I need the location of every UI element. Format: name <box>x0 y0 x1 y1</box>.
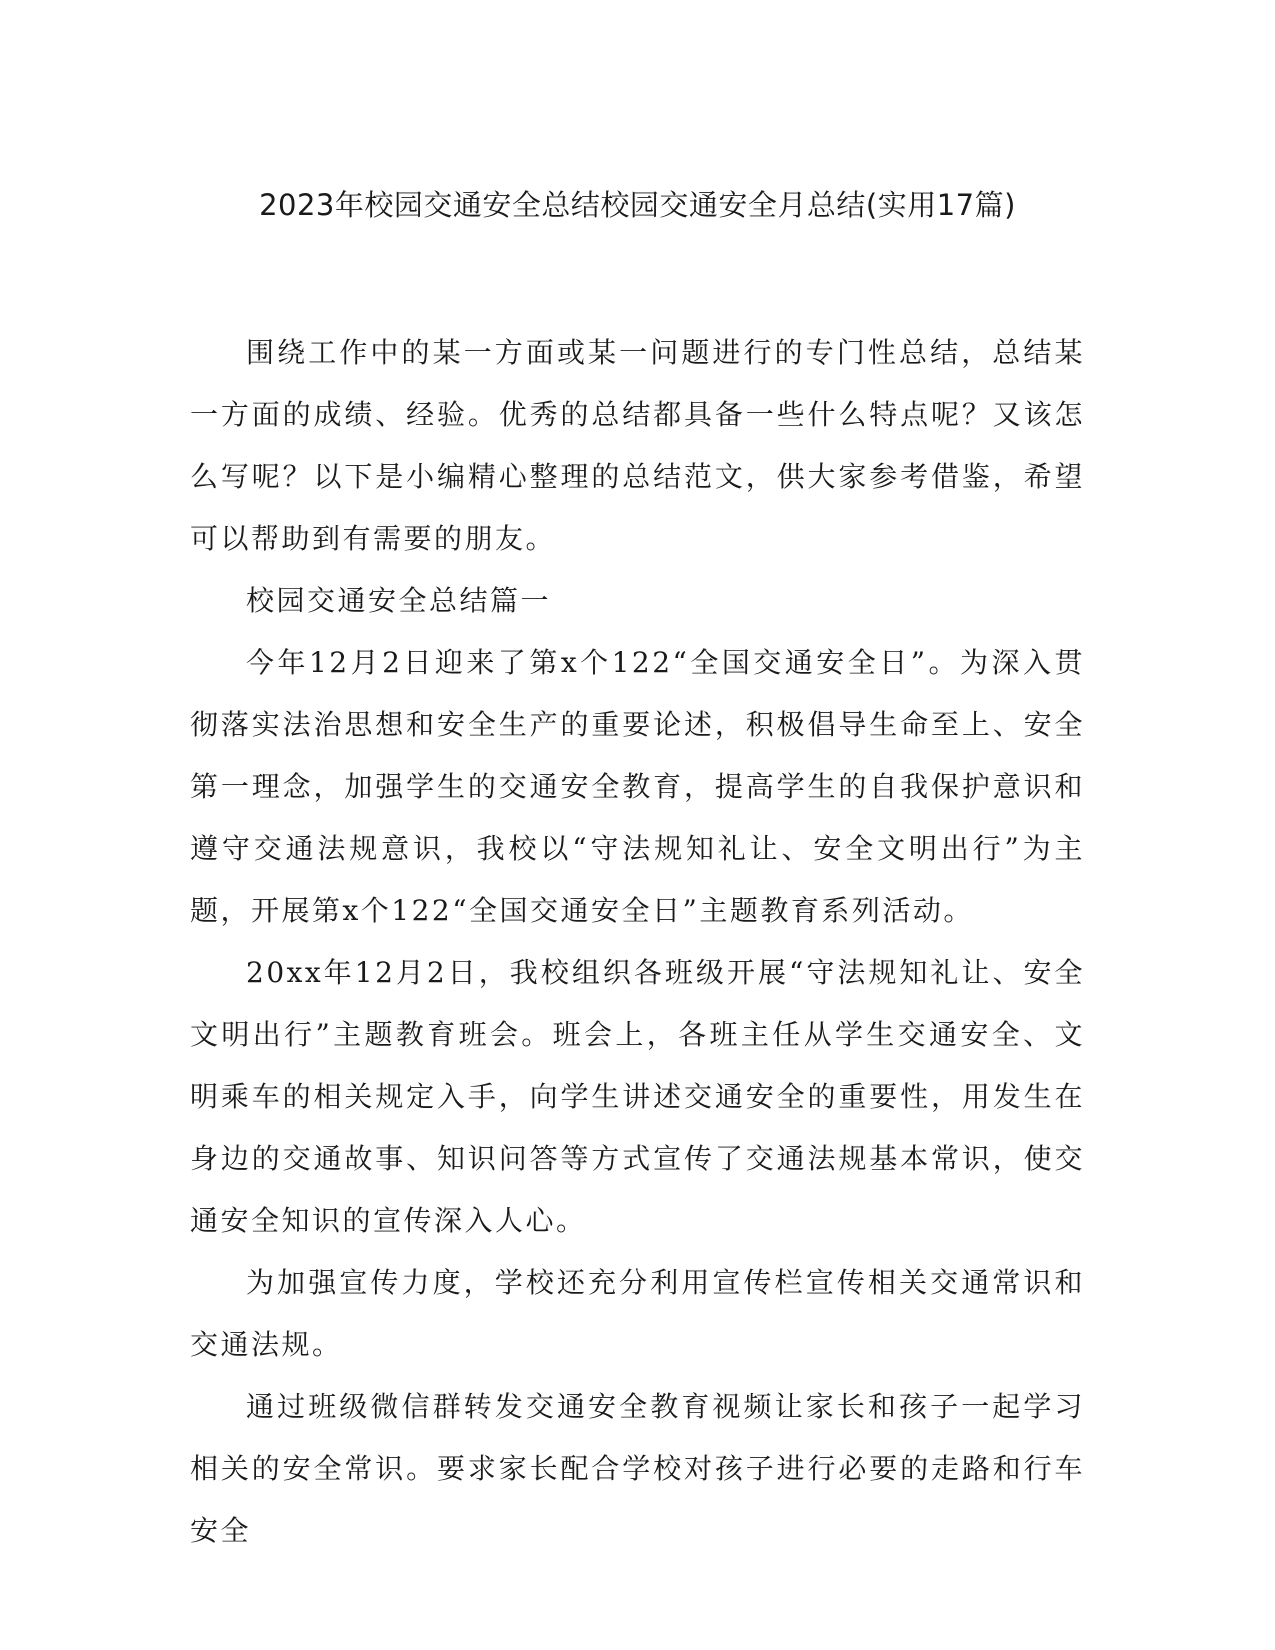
intro-paragraph: 围绕工作中的某一方面或某一问题进行的专门性总结，总结某一方面的成绩、经验。优秀的总结都具备一些什么特点呢？又该怎么写呢？以下是小编精心整理的总结范文，供大家参考借鉴，希望可以帮助到有需要的朋友。 <box>190 336 1085 555</box>
body-paragraph-4: 通过班级微信群转发交通安全教育视频让家长和孩子一起学习相关的安全常识。要求家长配合学校对孩子进行必要的走路和行车安全 <box>190 1390 1085 1547</box>
section-heading: 校园交通安全总结篇一 <box>246 584 552 617</box>
body-paragraph-1: 今年12月2日迎来了第x个122“全国交通安全日”。为深入贯彻落实法治思想和安全生产的重要论述，积极倡导生命至上、安全第一理念，加强学生的交通安全教育，提高学生的自我保护意识和遵守交通法规意识，我校以“守法规知礼让、安全文明出行”为主题，开展第x个122“全国交通安全日”主题教育系列活动。 <box>190 646 1085 927</box>
document-body <box>190 322 1085 1562</box>
body-paragraph-3: 为加强宣传力度，学校还充分利用宣传栏宣传相关交通常识和交通法规。 <box>190 1266 1085 1361</box>
body-paragraph-2: 20xx年12月2日，我校组织各班级开展“守法规知礼让、安全文明出行”主题教育班会。班会上，各班主任从学生交通安全、文明乘车的相关规定入手，向学生讲述交通安全的重要性，用发生在身边的交通故事、知识问答等方式宣传了交通法规基本常识，使交通安全知识的宣传深入人心。 <box>190 956 1085 1237</box>
document-title: 2023年校园交通安全总结校园交通安全月总结(实用17篇) <box>259 188 1016 222</box>
